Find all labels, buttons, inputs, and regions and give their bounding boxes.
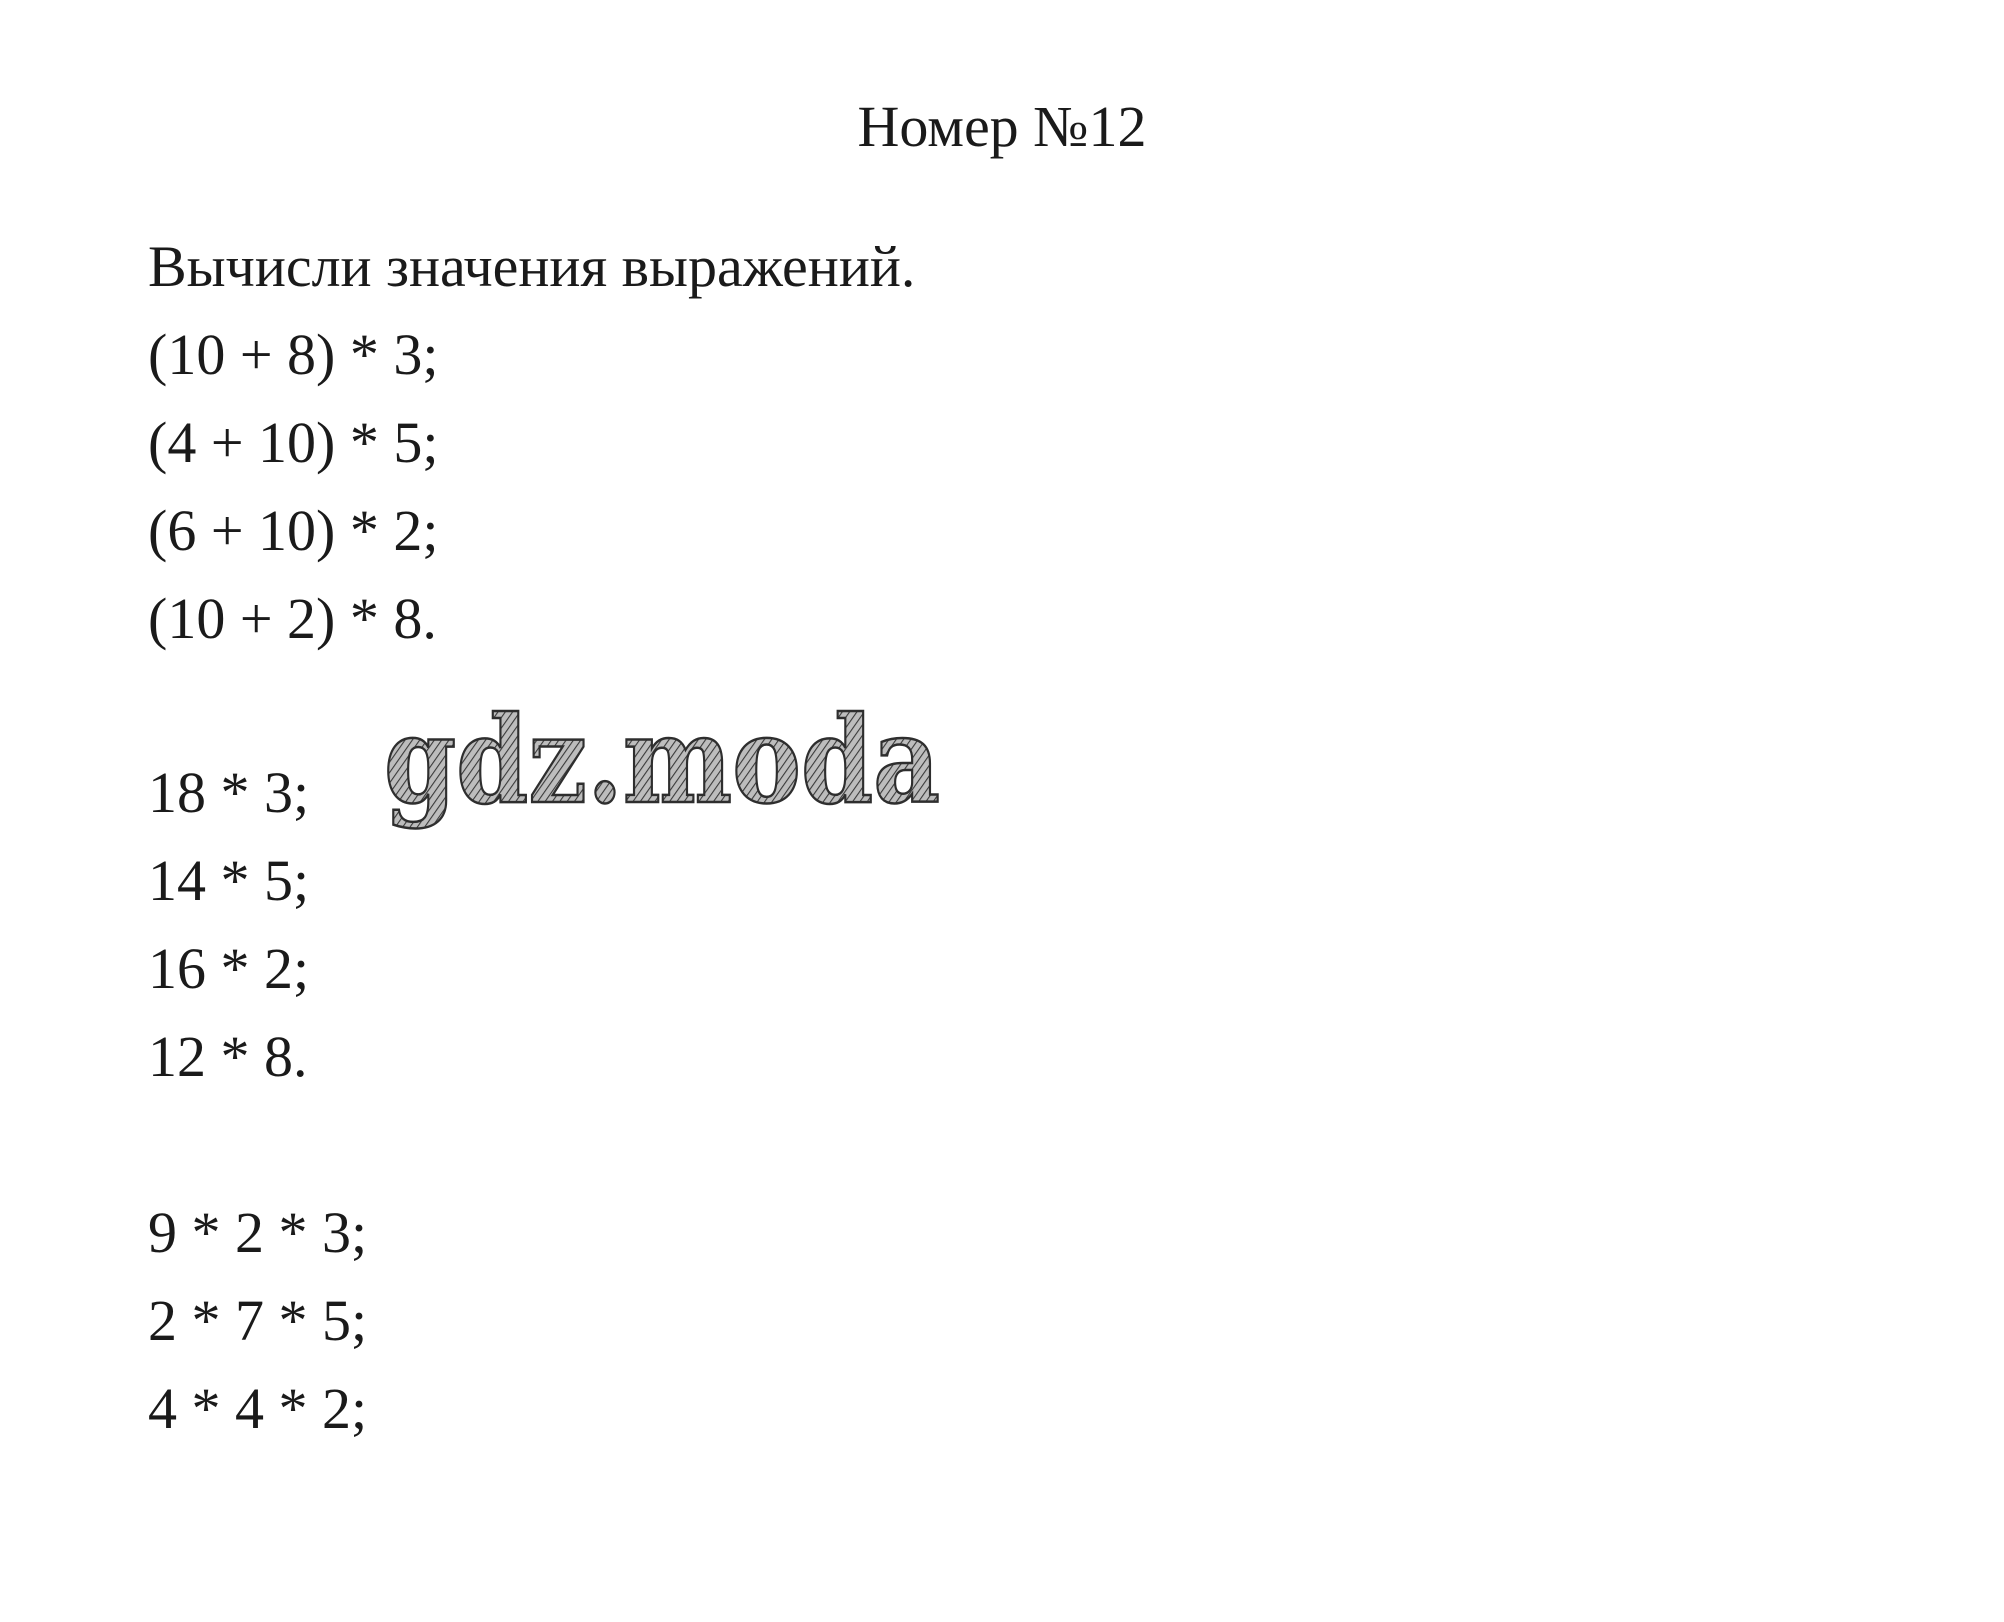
watermark-logo bbox=[378, 690, 948, 834]
product-3: 4 * 4 * 2; bbox=[148, 1376, 368, 1441]
simplified-3: 16 * 2; bbox=[148, 936, 310, 1001]
simplified-2: 14 * 5; bbox=[148, 848, 310, 913]
expression-3: (6 + 10) * 2; bbox=[148, 498, 439, 563]
expression-4: (10 + 2) * 8. bbox=[148, 586, 437, 651]
product-1: 9 * 2 * 3; bbox=[148, 1200, 368, 1265]
page-title: Номер №12 bbox=[857, 94, 1147, 159]
simplified-4: 12 * 8. bbox=[148, 1024, 308, 1089]
simplified-1: 18 * 3; bbox=[148, 760, 310, 825]
watermark-text: gdz.moda bbox=[384, 690, 940, 831]
expression-1: (10 + 8) * 3; bbox=[148, 322, 439, 387]
product-2: 2 * 7 * 5; bbox=[148, 1288, 368, 1353]
expression-2: (4 + 10) * 5; bbox=[148, 410, 439, 475]
task-text: Вычисли значения выражений. bbox=[148, 234, 916, 299]
